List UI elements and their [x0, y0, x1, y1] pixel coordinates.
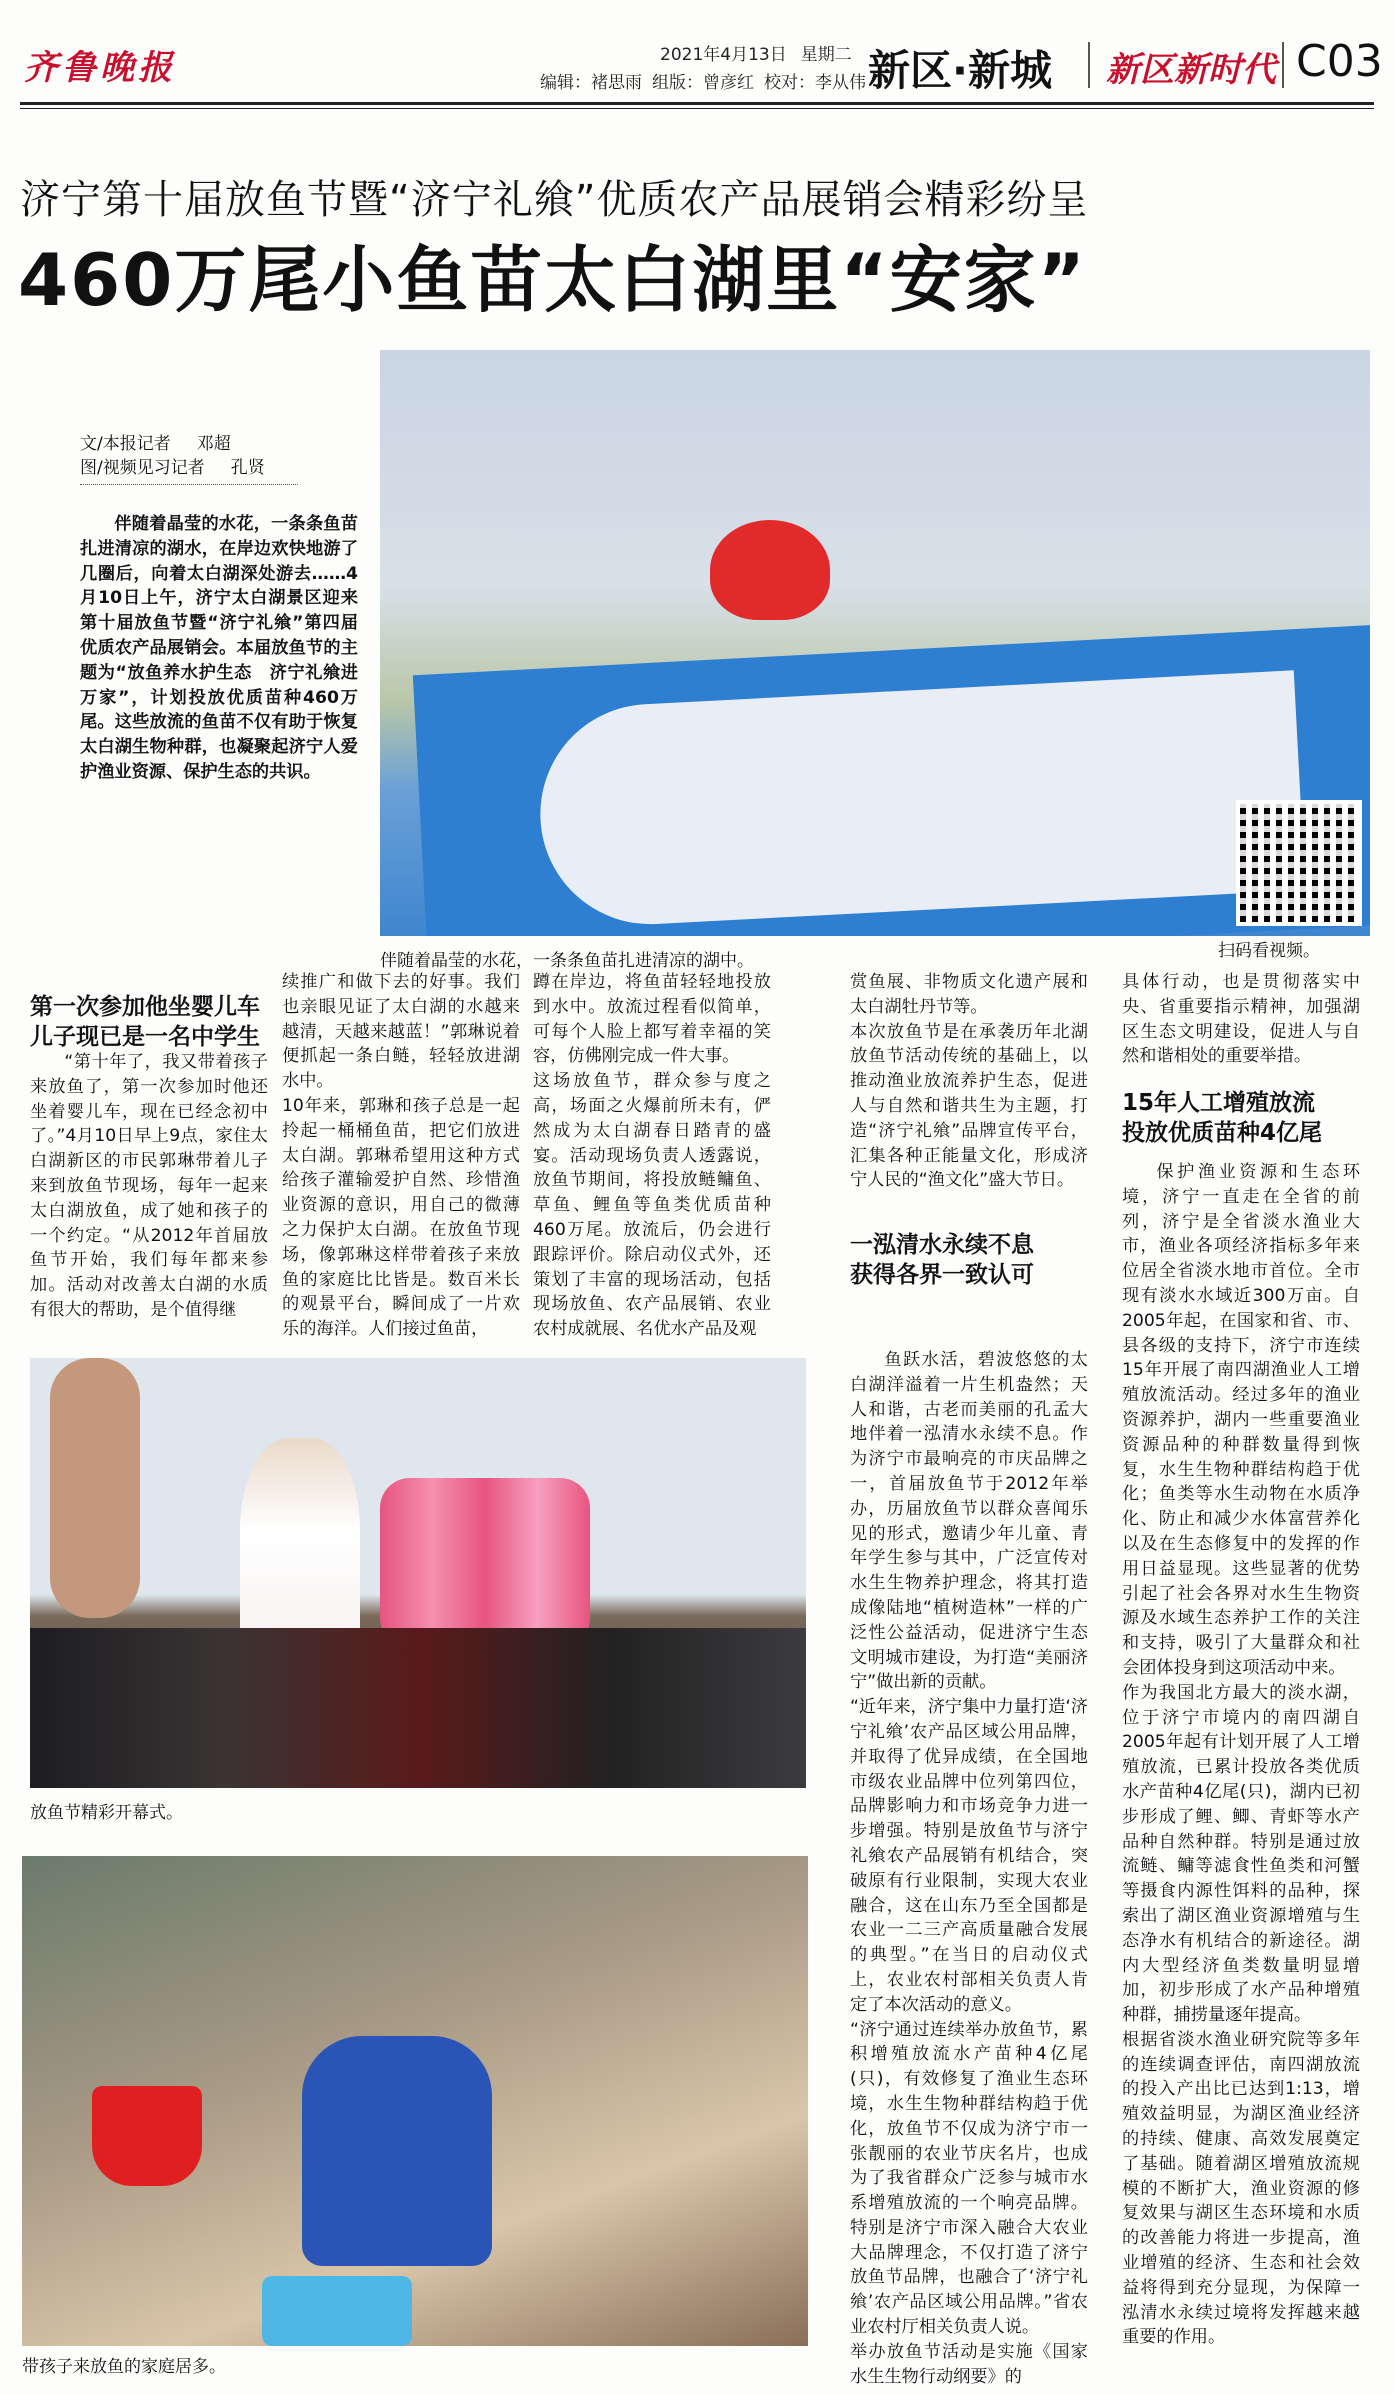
qr-label: 扫码看视频。 — [1218, 941, 1320, 961]
child-figure — [302, 2036, 492, 2266]
newspaper-logo: 齐鲁晚报 — [24, 48, 176, 88]
proof-text: 校对：李从伟 — [764, 73, 866, 93]
lead-paragraph: 伴随着晶莹的水花，一条条鱼苗扎进清凉的湖水，在岸边欢快地游了几圈后，向着太白湖深处游去……4月10日上午，济宁太白湖景区迎来第十届放鱼节暨“济宁礼飨”第四届优质农产品展销会。本届放鱼节的主题为“放鱼养水护生态 济宁礼飨进万家”，计划投放优质苗种460万尾。这些放流的鱼苗不仅有助于恢复太白湖生物种群，也凝聚起济宁人爱护渔业资源、保护生态的共识。 — [80, 514, 358, 782]
article-headline: 460万尾小鱼苗太白湖里“安家” — [18, 238, 1087, 322]
photo-banner-white — [535, 670, 1305, 929]
photo-families — [22, 1856, 808, 2346]
photo-fish-release — [380, 350, 1370, 936]
body-column: 续推广和做下去的好事。我们也亲眼见证了太白湖的水越来越清，天越来越蓝！”郭琳说着便抓起一条白鲢，轻轻放进湖水中。 10年来，郭琳和孩子总是一起拎起一桶桶鱼苗，把它们放进太白湖。郭琳希望用这种方式给孩子灌输爱护自然、珍惜渔业资源的意识，用自己的微薄之力保护太白湖。在放鱼节现场，像郭琳这样带着孩子来放鱼的家庭比比皆是。数百米长的观景平台，瞬间成了一片欢乐的海洋。人们接过鱼苗， — [282, 972, 520, 1340]
issue-date — [660, 40, 866, 65]
header-rule — [20, 102, 1374, 105]
byline — [80, 432, 291, 480]
byline-name: 邓超 — [196, 434, 231, 454]
photo-caption: 带孩子来放鱼的家庭居多。 — [22, 2357, 226, 2377]
section-heading: 15年人工增殖放流 投放优质苗种4亿尾 — [1122, 1090, 1323, 1146]
article-subtitle: 济宁第十届放鱼节暨“济宁礼飨”优质农产品展销会精彩纷呈 — [20, 177, 1089, 223]
body-column: 保护渔业资源和生态环境，济宁一直走在全省的前列，济宁是全省淡水渔业大市，渔业各项经济指标多年来位居全省淡水地市首位。全市现有淡水水域近300万亩。自2005年起，在国家和省、市、县各级的支持下，济宁市连续15年开展了南四湖渔业人工增殖放流活动。经过多年的渔业资源养护，湖内一些重要渔业资源品种的种群数量得到恢复，水生生物种群结构趋于优化；鱼类等水生动物在水质净化、防止和减少水体富营养化以及在生态修复中的发挥的作用日益显现。这些显著的优势引起了社会各界对水生生物资源及水域生态养护工作的关注和支持，吸引了大量群众和社会团体投身到这项活动中来。 作为我国北方最大的淡水湖，位于济宁市境内的南四湖自2005年起有计划开展了人工增殖放流，已累计投放各类优质水产苗种4亿尾(只)，湖内已初步形成了鲤、鲫、青虾等水产品种自然种群。特别是通过放流鲢、鳙等滤食性鱼类和河蟹等摄食内源性饵料的品种，探索出了湖区渔业资源增殖与生态净水有机结合的新途径。湖内大型经济鱼类数量明显增加，初步形成了水产品种增殖种群，捕捞量逐年提高。 根据省淡水渔业研究院等多年的连续调查评估，南四湖放流的投入产出比已达到1:13，增殖效益明显，为湖区渔业经济的持续、健康、高效发展奠定了基础。随着湖区增殖放流规模的不断扩大，渔业资源的修复效果与湖区生态环境和水质的改善能力将进一步提高，渔业增殖的经济、生态和社会效益将得到充分显现，为保障一泓清水永续过境将发挥越来越重要的作用。 — [1122, 1162, 1360, 2348]
byline-name: 孔贤 — [230, 458, 265, 478]
body-column: 蹲在岸边，将鱼苗轻轻地投放到水中。放流过程看似简单，可每个人脸上都写着幸福的笑容，仿佛刚完成一件大事。 这场放鱼节，群众参与度之高，场面之火爆前所未有，俨然成为太白湖春日踏青的盛宴。活动现场负责人透露说，放鱼节期间，将投放鲢鳙鱼、草鱼、鲤鱼等鱼类优质苗种460万尾。放流后，仍会进行跟踪评价。除启动仪式外，还策划了丰富的现场活动，包括现场放鱼、农产品展销、农业农村成就展、名优水产品及观 — [533, 972, 771, 1340]
blue-basin — [262, 2276, 412, 2346]
header-rule — [20, 108, 1374, 109]
editor-credits — [540, 68, 876, 93]
photo-caption: 伴随着晶莹的水花，一条条鱼苗扎进清凉的湖中。 — [380, 951, 754, 971]
red-bucket — [710, 520, 830, 620]
page-number: C03 — [1296, 36, 1383, 87]
body-column: “第十年了，我又带着孩子来放鱼了，第一次参加时他还坐着婴儿车，现在已经念初中了。”4月10日早上9点，家住太白湖新区的市民郭琳带着儿子来到放鱼节现场，每年一起来太白湖放鱼，成了她和孩子的一个约定。“从2012年首届放鱼节开始，我们每年都来参加。活动对改善太白湖的水质有很大的帮助，是个值得继 — [30, 1052, 268, 1320]
body-column: 具体行动，也是贯彻落实中央、省重要指示精神，加强湖区生态文明建设，促进人与自然和谐相处的重要举措。 — [1122, 972, 1360, 1067]
body-column: 赏鱼展、非物质文化遗产展和太白湖牡丹节等。 本次放鱼节是在承袭历年北湖放鱼节活动传统的基础上，以推动渔业放流养护生态，促进人与自然和谐共生为主题，打造“济宁礼飨”品牌宣传平台，汇集各种正能量文化，形成济宁人民的“渔文化”盛大节日。 — [850, 972, 1088, 1191]
photo-opening-ceremony — [30, 1358, 806, 1788]
body-column: 鱼跃水活，碧波悠悠的太白湖洋溢着一片生机盎然；天人和谐，古老而美丽的孔孟大地伴着一泓清水永续不息。作为济宁市最响亮的市庆品牌之一，首届放鱼节于2012年举办，历届放鱼节以群众喜闻乐见的形式，邀请少年儿童、青年学生参与其中，广泛宣传对水生生物养护理念，将其打造成像陆地“植树造林”一样的广泛性公益活动，促进济宁生态文明城市建设，为打造“美丽济宁”做出新的贡献。 “近年来，济宁集中力量打造‘济宁礼飨’农产品区域公用品牌，并取得了优异成绩，在全国地市级农业品牌中位列第四位，品牌影响力和市场竞争力进一步增强。特别是放鱼节与济宁礼飨农产品展销有机结合，突破原有行业限制，实现大农业融合，这在山东乃至全国都是农业一二三产高质量融合发展的典型。”在当日的启动仪式上，农业农村部相关负责人肯定了本次活动的意义。 “济宁通过连续举办放鱼节，累积增殖放流水产苗种4亿尾(只)，有效修复了渔业生态环境，水生生物种群结构趋于优化，放鱼节不仅成为济宁市一张靓丽的农业节庆名片，也成为了我省群众广泛参与城市水系增殖放流的一个响亮品牌。特别是济宁市深入融合大农业大品牌理念，不仅打造了济宁放鱼节品牌，也融合了‘济宁礼飨’农产品区域公用品牌。”省农业农村厅相关负责人说。 举办放鱼节活动是实施《国家水生生物行动纲要》的 — [850, 1350, 1088, 2387]
byline-role: 文/本报记者 — [80, 434, 171, 454]
raised-hand — [50, 1358, 140, 1618]
photo-caption: 放鱼节精彩开幕式。 — [30, 1803, 183, 1823]
audience — [30, 1628, 806, 1788]
layout-text: 组版：曾彦红 — [652, 73, 754, 93]
section-heading: 一泓清水永续不息 获得各界一致认可 — [850, 1232, 1034, 1288]
section-slogan: 新区新时代 — [1106, 50, 1276, 90]
header-divider — [1282, 42, 1284, 88]
byline-rule — [80, 484, 298, 486]
section-name: 新区·新城 — [868, 46, 1052, 95]
section-heading: 第一次参加他坐婴儿车 儿子现已是一名中学生 — [30, 994, 260, 1050]
byline-role: 图/视频见习记者 — [80, 458, 205, 478]
red-bucket — [92, 2086, 202, 2186]
weekday-text: 星期二 — [800, 45, 852, 65]
qr-code-icon[interactable] — [1236, 800, 1362, 926]
editor-text: 编辑：褚思雨 — [540, 73, 642, 93]
dancers-figure — [380, 1478, 590, 1648]
header-divider — [1088, 42, 1090, 88]
date-text: 2021年4月13日 — [660, 45, 787, 65]
